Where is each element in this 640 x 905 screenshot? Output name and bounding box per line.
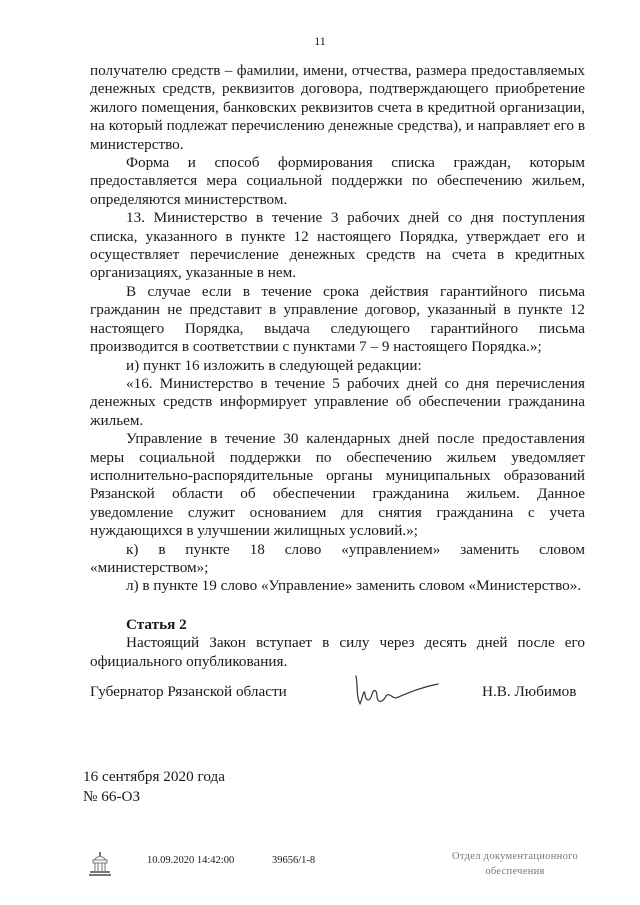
signatory-title: Губернатор Рязанской области [90,683,287,700]
paragraph: 13. Министерство в течение 3 рабочих дней со дня поступления списка, указанного в пункте 12 настоящего Порядка, утверждает его и осуществляет перечисление денежных средств на счета в кредитных организациях, указанные в нем. [90,209,585,282]
article-text: Настоящий Закон вступает в силу через десять дней после его официального опубликования. [90,634,585,670]
word: заменить [460,540,520,558]
word: «управлением» [341,540,441,558]
word: к) [126,540,139,558]
building-emblem-icon [88,851,112,877]
word: в [158,540,166,558]
paragraph: Форма и способ формирования списка граждан, которым предоставляется мера социальной поддержки по обеспечению жильем, определяются министерством. [90,154,585,208]
paragraph-k-first-line [90,541,585,559]
footer-timestamp: 10.09.2020 14:42:00 [147,855,235,866]
page-number: 11 [314,34,326,48]
paragraph: «16. Министерство в течение 5 рабочих дней со дня перечисления денежных средств информирует управление об обеспечении гражданина жильем. [90,374,585,429]
law-number: № 66-ОЗ [83,788,141,805]
word: слово [284,540,322,558]
article-title: Статья 2 [126,615,187,633]
word: пункте [185,540,230,558]
footer-dept-line: обеспечения [485,866,545,877]
paragraph-k-continuation: «министерством»; [90,558,209,576]
handwritten-signature [352,672,442,712]
paragraph: и) пункт 16 изложить в следующей редакции: [126,356,422,374]
document-body [90,62,585,671]
law-date: 16 сентября 2020 года [83,768,225,785]
paragraph: Управление в течение 30 календарных дней после предоставления меры социальной поддержки по обеспечению жильем уведомляет исполнительно-распорядительные органы муниципальных образований Рязанской области об обеспечении гражданина жильем. Данное уведомление служит основанием для снятия гражданина с учета нуждающихся в улучшении жилищных условий.»; [90,430,585,540]
word: словом [539,540,585,558]
word: 18 [249,540,265,558]
signatory-name: Н.В. Любимов [482,683,577,700]
paragraph: л) в пункте 19 слово «Управление» заменить словом «Министерство». [126,577,582,595]
footer-department-stamp [440,849,590,879]
footer-dept-line: Отдел документационного [451,851,579,862]
footer-doc-id: 39656/1-8 [272,855,316,866]
paragraph: получателю средств – фамилии, имени, отчества, размера предоставляемых денежных средств, реквизитов договора, подтверждающего приобретение жилого помещения, банковских реквизитов счета в кредитной организации, на который подлежат перечислению денежные средства), и направляет его в министерство. [90,62,585,153]
paragraph: В случае если в течение срока действия гарантийного письма гражданин не представит в управление договор, указанный в пункте 12 настоящего Порядка, выдача следующего гарантийного письма производится в соответствии с пунктами 7 – 9 настоящего Порядка.»; [90,282,585,356]
